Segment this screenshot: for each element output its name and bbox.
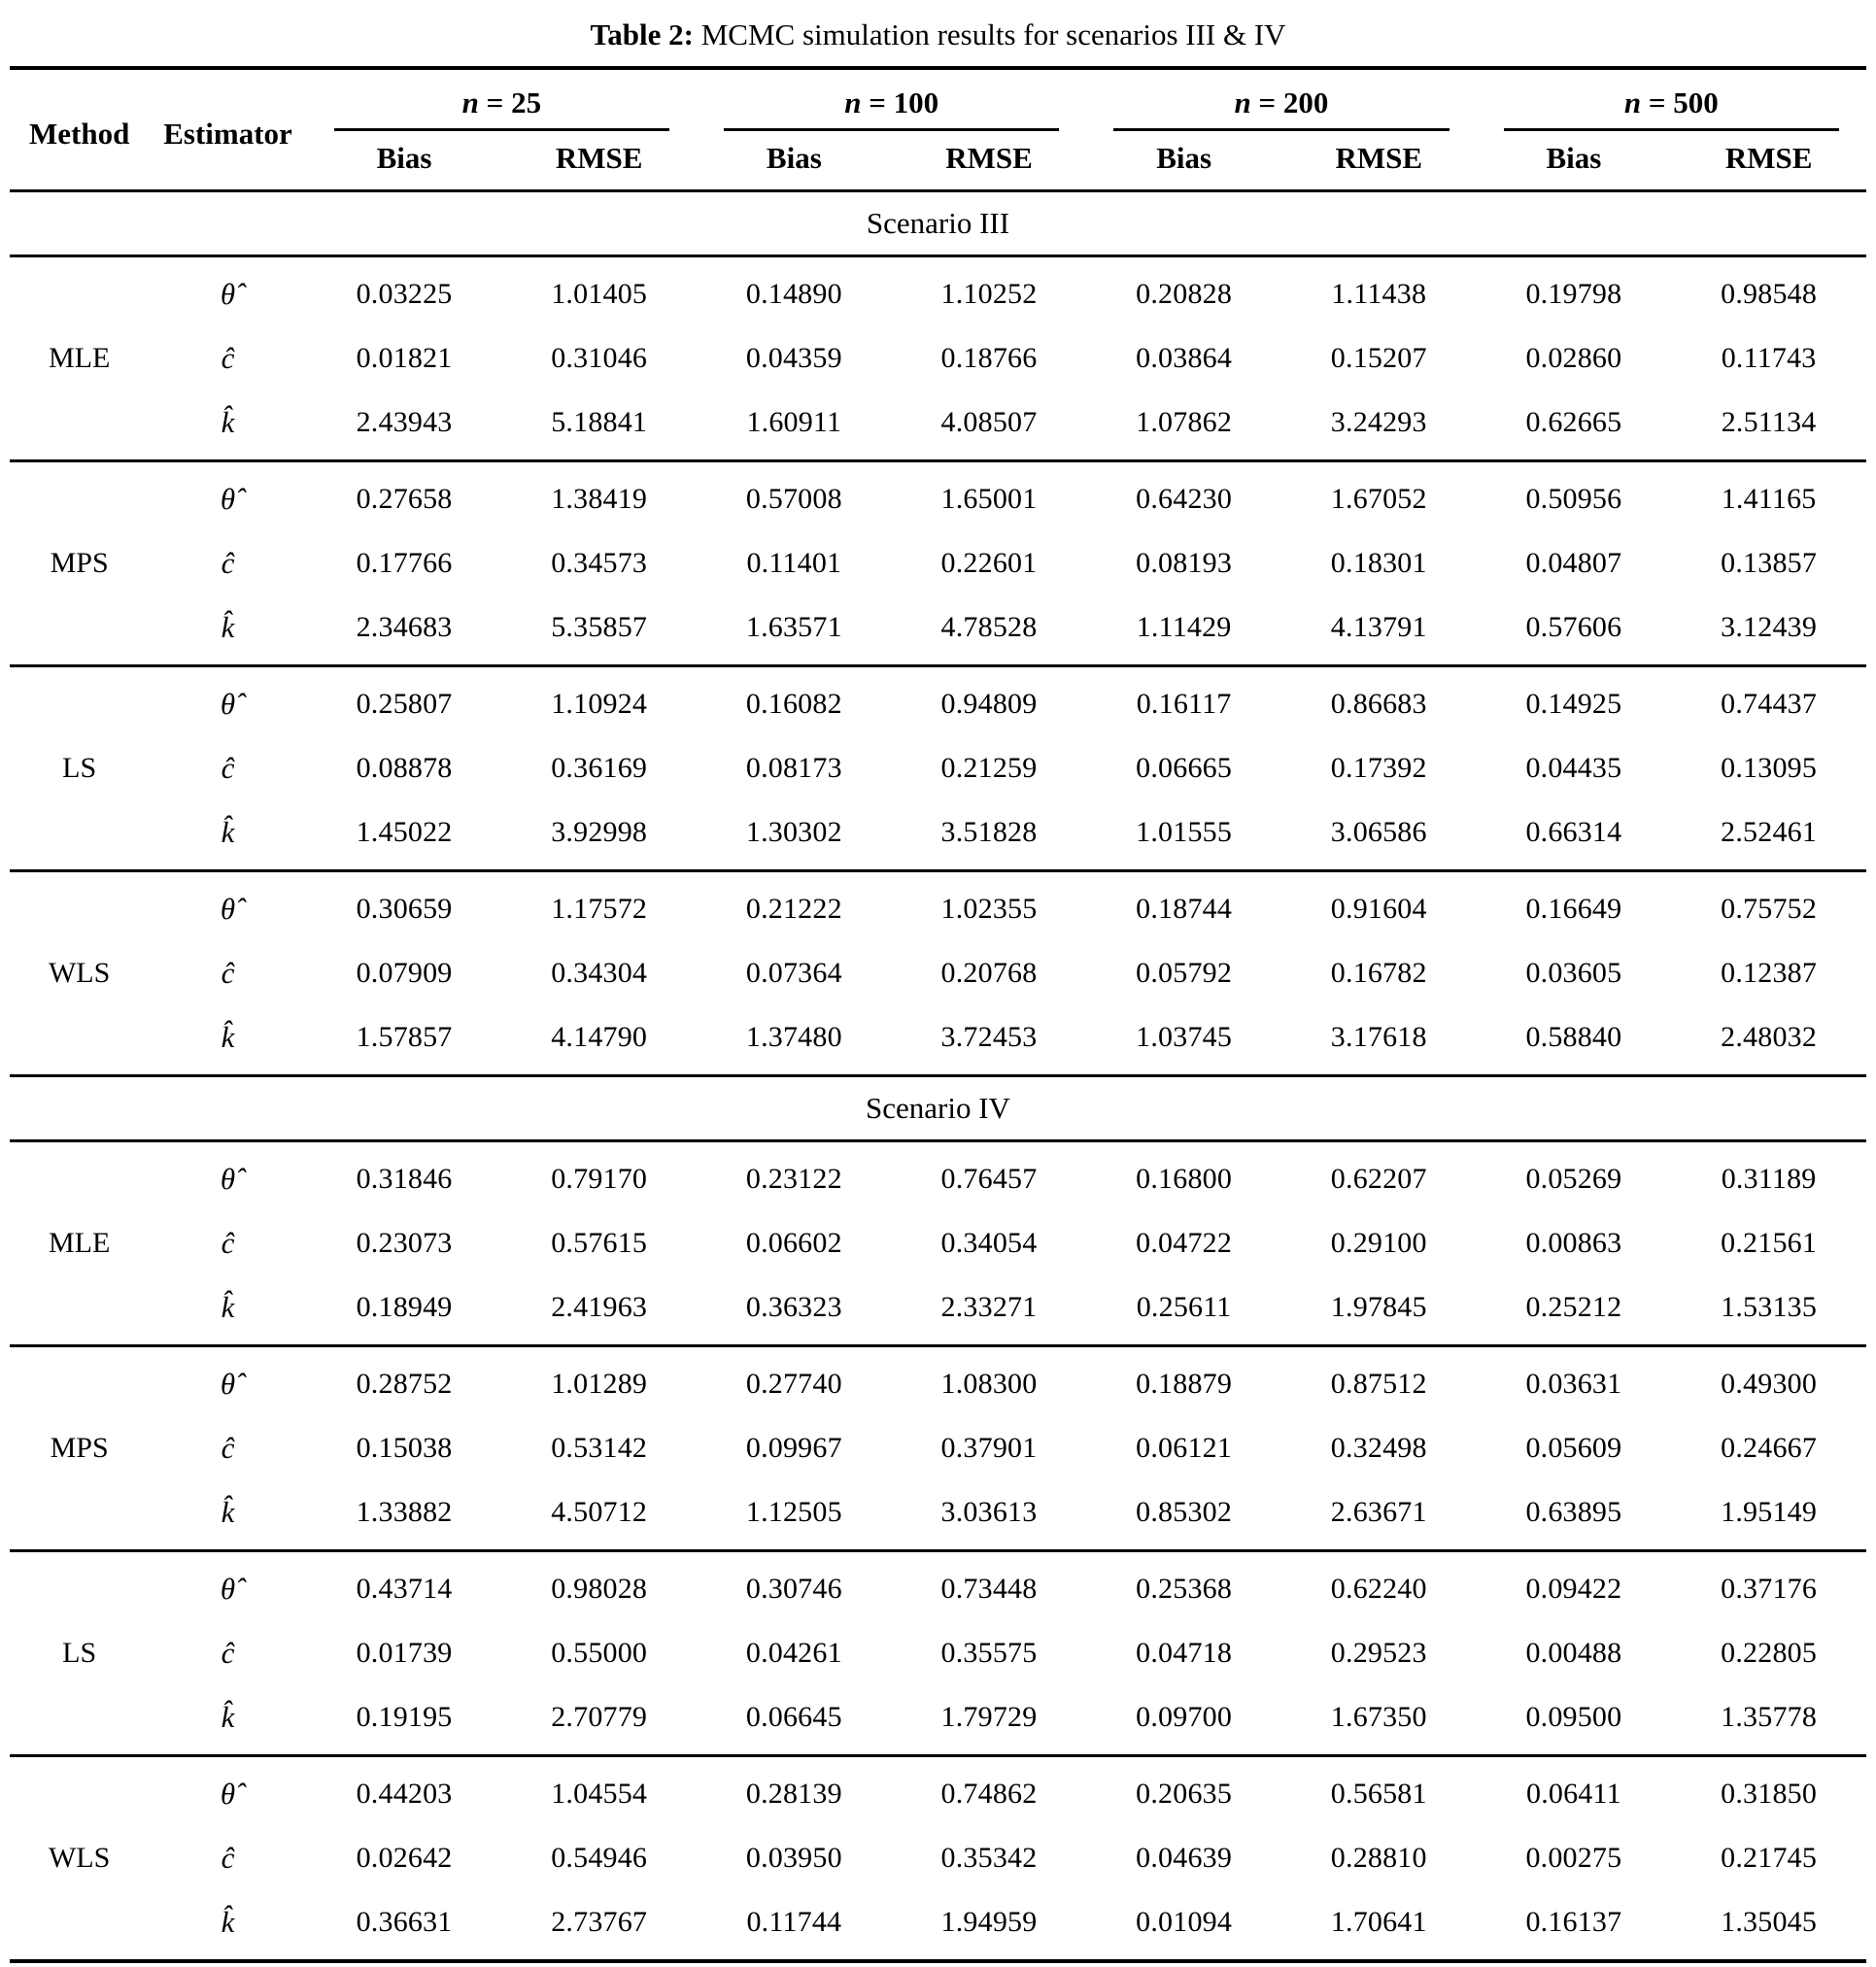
value-cell: 0.17766 bbox=[356, 547, 453, 579]
value-cell: 0.12387 bbox=[1721, 957, 1818, 989]
value-cell: 2.33271 bbox=[940, 1291, 1038, 1323]
group-n-value: = 500 bbox=[1648, 85, 1719, 119]
value-cell: 0.06665 bbox=[1136, 752, 1233, 784]
data-row bbox=[10, 871, 1866, 942]
method-label bbox=[10, 1005, 149, 1076]
value-cell: 3.03613 bbox=[940, 1496, 1038, 1528]
method-label bbox=[10, 871, 149, 942]
estimator-symbol: ĉ bbox=[221, 1636, 235, 1670]
group-n-var: n bbox=[1623, 85, 1642, 119]
value-cell: 3.17618 bbox=[1330, 1021, 1427, 1053]
data-row bbox=[10, 1890, 1866, 1961]
value-cell: 0.14890 bbox=[745, 278, 842, 310]
col-header-bias: Bias bbox=[376, 141, 432, 175]
value-cell: 0.57008 bbox=[697, 461, 892, 532]
method-label: MPS bbox=[50, 547, 109, 579]
value-cell: 1.07862 bbox=[1136, 406, 1233, 438]
value-cell: 4.08507 bbox=[940, 406, 1038, 438]
value-cell: 0.09422 bbox=[1477, 1551, 1672, 1622]
estimator-symbol: θ̂ bbox=[220, 1162, 236, 1196]
value-cell: 0.04359 bbox=[745, 342, 842, 374]
method-label bbox=[10, 256, 149, 327]
value-cell: 1.97845 bbox=[1330, 1291, 1427, 1323]
value-cell: 0.15207 bbox=[1330, 342, 1427, 374]
value-cell: 0.06121 bbox=[1136, 1432, 1233, 1464]
data-row bbox=[10, 1141, 1866, 1212]
value-cell: 0.00863 bbox=[1525, 1227, 1622, 1259]
estimator-symbol: θ̂ bbox=[149, 871, 306, 942]
value-cell: 0.75752 bbox=[1671, 871, 1866, 942]
value-cell: 0.19195 bbox=[356, 1701, 453, 1733]
value-cell: 0.22601 bbox=[940, 547, 1038, 579]
value-cell: 4.50712 bbox=[551, 1496, 648, 1528]
value-cell: 0.29523 bbox=[1330, 1637, 1427, 1669]
value-cell: 0.74862 bbox=[892, 1756, 1087, 1827]
col-header-rmse: RMSE bbox=[1335, 141, 1423, 175]
value-cell: 0.05792 bbox=[1136, 957, 1233, 989]
col-header-estimator: Estimator bbox=[163, 116, 292, 151]
value-cell: 0.25807 bbox=[307, 666, 502, 737]
value-cell: 1.41165 bbox=[1671, 461, 1866, 532]
data-row bbox=[10, 1275, 1866, 1346]
estimator-symbol: θ̂ bbox=[220, 277, 236, 311]
data-row bbox=[10, 326, 1866, 390]
value-cell: 0.08878 bbox=[356, 752, 453, 784]
method-label bbox=[10, 1141, 149, 1212]
group-n-var: n bbox=[1234, 85, 1251, 119]
data-row bbox=[10, 1005, 1866, 1076]
group-n-var: n bbox=[461, 85, 479, 119]
value-cell: 0.24667 bbox=[1721, 1432, 1818, 1464]
data-row bbox=[10, 595, 1866, 666]
value-cell: 0.21561 bbox=[1721, 1227, 1818, 1259]
col-header-rmse: RMSE bbox=[555, 141, 643, 175]
data-row bbox=[10, 666, 1866, 737]
value-cell: 1.57857 bbox=[356, 1021, 453, 1053]
col-header-bias: Bias bbox=[1546, 141, 1602, 175]
value-cell: 2.63671 bbox=[1330, 1496, 1427, 1528]
value-cell: 1.35778 bbox=[1721, 1701, 1818, 1733]
value-cell: 0.04722 bbox=[1136, 1227, 1233, 1259]
value-cell: 0.79170 bbox=[551, 1163, 648, 1195]
estimator-symbol: θ̂ bbox=[149, 1551, 306, 1622]
value-cell: 0.02642 bbox=[356, 1842, 453, 1874]
value-cell: 0.27658 bbox=[307, 461, 502, 532]
value-cell: 0.04261 bbox=[745, 1637, 842, 1669]
value-cell: 0.02860 bbox=[1525, 342, 1622, 374]
value-cell: 0.34573 bbox=[551, 547, 648, 579]
value-cell: 0.16137 bbox=[1525, 1906, 1622, 1938]
col-header-rmse: RMSE bbox=[945, 141, 1033, 175]
value-cell: 0.07909 bbox=[356, 957, 453, 989]
method-label bbox=[10, 1551, 149, 1622]
value-cell: 0.14925 bbox=[1477, 666, 1672, 737]
table-caption-text: MCMC simulation results for scenarios III & IV bbox=[693, 17, 1286, 51]
value-cell: 0.57615 bbox=[551, 1227, 648, 1259]
value-cell: 1.17572 bbox=[501, 871, 697, 942]
value-cell: 1.94959 bbox=[940, 1906, 1038, 1938]
value-cell: 0.22805 bbox=[1721, 1637, 1818, 1669]
data-row bbox=[10, 941, 1866, 1005]
value-cell: 0.03864 bbox=[1136, 342, 1233, 374]
estimator-symbol: k̂ bbox=[221, 1290, 235, 1324]
value-cell: 1.79729 bbox=[940, 1701, 1038, 1733]
group-label-n100 bbox=[724, 85, 1059, 131]
value-cell: 0.35342 bbox=[940, 1842, 1038, 1874]
value-cell: 0.13095 bbox=[1721, 752, 1818, 784]
value-cell: 0.55000 bbox=[551, 1637, 648, 1669]
value-cell: 1.11438 bbox=[1331, 278, 1427, 310]
value-cell: 1.04554 bbox=[501, 1756, 697, 1827]
value-cell: 0.13857 bbox=[1721, 547, 1818, 579]
value-cell: 4.14790 bbox=[551, 1021, 648, 1053]
data-row bbox=[10, 1551, 1866, 1622]
value-cell: 0.31850 bbox=[1671, 1756, 1866, 1827]
estimator-symbol: k̂ bbox=[221, 815, 235, 849]
value-cell: 0.30746 bbox=[697, 1551, 892, 1622]
col-header-rmse: RMSE bbox=[1724, 141, 1813, 175]
value-cell: 0.18744 bbox=[1086, 871, 1281, 942]
method-label: LS bbox=[62, 1637, 97, 1669]
value-cell: 0.03950 bbox=[745, 1842, 842, 1874]
value-cell: 0.21259 bbox=[940, 752, 1038, 784]
value-cell: 0.73448 bbox=[892, 1551, 1087, 1622]
value-cell: 0.11401 bbox=[746, 547, 842, 579]
method-label: LS bbox=[62, 752, 97, 784]
group-label-n25 bbox=[334, 85, 669, 131]
value-cell: 0.23122 bbox=[745, 1163, 842, 1195]
value-cell: 0.30659 bbox=[307, 871, 502, 942]
value-cell: 0.76457 bbox=[940, 1163, 1038, 1195]
value-cell: 0.57606 bbox=[1525, 611, 1622, 643]
value-cell: 0.49300 bbox=[1671, 1346, 1866, 1417]
method-label: WLS bbox=[48, 1842, 111, 1874]
group-n-value: = 25 bbox=[486, 85, 542, 119]
value-cell: 1.11429 bbox=[1136, 611, 1232, 643]
value-cell: 0.98028 bbox=[501, 1551, 697, 1622]
value-cell: 1.01555 bbox=[1136, 816, 1233, 848]
data-row bbox=[10, 1826, 1866, 1890]
value-cell: 0.03631 bbox=[1477, 1346, 1672, 1417]
value-cell: 1.01405 bbox=[551, 278, 648, 310]
value-cell: 0.98548 bbox=[1721, 278, 1818, 310]
value-cell: 3.92998 bbox=[551, 816, 648, 848]
method-label bbox=[10, 1480, 149, 1551]
estimator-symbol: ĉ bbox=[221, 341, 235, 375]
value-cell: 0.31189 bbox=[1721, 1163, 1817, 1195]
value-cell: 1.02355 bbox=[892, 871, 1087, 942]
value-cell: 0.16782 bbox=[1330, 957, 1427, 989]
method-label bbox=[10, 390, 149, 461]
value-cell: 0.44203 bbox=[307, 1756, 502, 1827]
estimator-symbol: ĉ bbox=[221, 1226, 235, 1260]
method-label bbox=[10, 1756, 149, 1827]
method-label: MPS bbox=[50, 1432, 109, 1464]
group-n-value: = 100 bbox=[869, 85, 939, 119]
value-cell: 5.18841 bbox=[551, 406, 648, 438]
value-cell: 0.23073 bbox=[356, 1227, 453, 1259]
value-cell: 0.62665 bbox=[1525, 406, 1622, 438]
header-row-groups bbox=[10, 68, 1866, 131]
value-cell: 0.21222 bbox=[697, 871, 892, 942]
value-cell: 1.10924 bbox=[501, 666, 697, 737]
section-label: Scenario IV bbox=[10, 1076, 1866, 1141]
method-label bbox=[10, 1275, 149, 1346]
value-cell: 0.06602 bbox=[745, 1227, 842, 1259]
value-cell: 0.06645 bbox=[745, 1701, 842, 1733]
col-group-n25 bbox=[307, 68, 697, 131]
value-cell: 0.11743 bbox=[1721, 342, 1817, 374]
value-cell: 0.86683 bbox=[1281, 666, 1477, 737]
value-cell: 0.54946 bbox=[551, 1842, 648, 1874]
value-cell: 0.18949 bbox=[356, 1291, 453, 1323]
value-cell: 0.35575 bbox=[940, 1637, 1038, 1669]
estimator-symbol: θ̂ bbox=[149, 1756, 306, 1827]
col-group-n200 bbox=[1086, 68, 1476, 131]
group-n-value: = 200 bbox=[1258, 85, 1329, 119]
value-cell: 1.70641 bbox=[1330, 1906, 1427, 1938]
value-cell: 0.34304 bbox=[551, 957, 648, 989]
value-cell: 0.37901 bbox=[940, 1432, 1038, 1464]
estimator-symbol: k̂ bbox=[221, 1700, 235, 1734]
value-cell: 1.03745 bbox=[1136, 1021, 1233, 1053]
value-cell: 2.52461 bbox=[1721, 816, 1818, 848]
value-cell: 0.18301 bbox=[1330, 547, 1427, 579]
estimator-symbol: k̂ bbox=[221, 1020, 235, 1054]
value-cell: 1.67350 bbox=[1330, 1701, 1427, 1733]
value-cell: 1.63571 bbox=[745, 611, 842, 643]
value-cell: 1.65001 bbox=[892, 461, 1087, 532]
value-cell: 1.67052 bbox=[1281, 461, 1477, 532]
method-label bbox=[10, 800, 149, 871]
value-cell: 0.20768 bbox=[940, 957, 1038, 989]
value-cell: 0.19798 bbox=[1525, 278, 1622, 310]
data-row bbox=[10, 390, 1866, 461]
value-cell: 0.50956 bbox=[1477, 461, 1672, 532]
value-cell: 0.32498 bbox=[1330, 1432, 1427, 1464]
estimator-symbol: ĉ bbox=[221, 1431, 235, 1465]
estimator-symbol: k̂ bbox=[221, 1495, 235, 1529]
value-cell: 3.72453 bbox=[940, 1021, 1038, 1053]
estimator-symbol: θ̂ bbox=[149, 461, 306, 532]
estimator-symbol: k̂ bbox=[221, 610, 235, 644]
value-cell: 0.17392 bbox=[1330, 752, 1427, 784]
value-cell: 0.07364 bbox=[745, 957, 842, 989]
value-cell: 2.51134 bbox=[1721, 406, 1817, 438]
value-cell: 3.12439 bbox=[1721, 611, 1818, 643]
value-cell: 0.87512 bbox=[1281, 1346, 1477, 1417]
value-cell: 0.21745 bbox=[1721, 1842, 1818, 1874]
value-cell: 1.37480 bbox=[745, 1021, 842, 1053]
value-cell: 0.25368 bbox=[1086, 1551, 1281, 1622]
results-table bbox=[10, 66, 1866, 1963]
value-cell: 0.16082 bbox=[697, 666, 892, 737]
value-cell: 0.03605 bbox=[1525, 957, 1622, 989]
value-cell: 0.09967 bbox=[745, 1432, 842, 1464]
data-row bbox=[10, 256, 1866, 327]
value-cell: 1.01289 bbox=[501, 1346, 697, 1417]
value-cell: 0.36631 bbox=[356, 1906, 453, 1938]
value-cell: 0.28752 bbox=[307, 1346, 502, 1417]
method-label bbox=[10, 461, 149, 532]
value-cell: 0.01739 bbox=[356, 1637, 453, 1669]
value-cell: 0.04435 bbox=[1525, 752, 1622, 784]
method-label bbox=[10, 1346, 149, 1417]
value-cell: 0.08193 bbox=[1136, 547, 1233, 579]
method-label bbox=[10, 1685, 149, 1756]
value-cell: 0.20635 bbox=[1086, 1756, 1281, 1827]
data-row bbox=[10, 736, 1866, 800]
estimator-symbol: θ̂ bbox=[149, 1346, 306, 1417]
value-cell: 0.66314 bbox=[1525, 816, 1622, 848]
value-cell: 0.16117 bbox=[1086, 666, 1281, 737]
value-cell: 0.09500 bbox=[1525, 1701, 1622, 1733]
value-cell: 1.53135 bbox=[1721, 1291, 1818, 1323]
value-cell: 1.30302 bbox=[745, 816, 842, 848]
value-cell: 1.35045 bbox=[1721, 1906, 1818, 1938]
value-cell: 0.09700 bbox=[1136, 1701, 1233, 1733]
estimator-symbol: ĉ bbox=[221, 546, 235, 580]
value-cell: 3.06586 bbox=[1330, 816, 1427, 848]
value-cell: 2.73767 bbox=[551, 1906, 648, 1938]
section-row bbox=[10, 191, 1866, 256]
col-header-bias: Bias bbox=[1156, 141, 1212, 175]
value-cell: 1.60911 bbox=[746, 406, 842, 438]
col-header-method: Method bbox=[28, 116, 130, 151]
value-cell: 0.74437 bbox=[1671, 666, 1866, 737]
value-cell: 0.64230 bbox=[1086, 461, 1281, 532]
method-label bbox=[10, 1890, 149, 1961]
value-cell: 0.53142 bbox=[551, 1432, 648, 1464]
table-caption bbox=[10, 6, 1866, 66]
value-cell: 0.00275 bbox=[1525, 1842, 1622, 1874]
value-cell: 1.38419 bbox=[501, 461, 697, 532]
value-cell: 1.12505 bbox=[745, 1496, 842, 1528]
value-cell: 0.01094 bbox=[1136, 1906, 1233, 1938]
value-cell: 0.36323 bbox=[745, 1291, 842, 1323]
value-cell: 0.31846 bbox=[356, 1163, 453, 1195]
group-label-n200 bbox=[1113, 85, 1449, 131]
value-cell: 1.08300 bbox=[892, 1346, 1087, 1417]
value-cell: 2.41963 bbox=[551, 1291, 648, 1323]
value-cell: 4.78528 bbox=[940, 611, 1038, 643]
method-label: MLE bbox=[48, 1227, 111, 1259]
value-cell: 2.48032 bbox=[1721, 1021, 1818, 1053]
col-group-n500 bbox=[1477, 68, 1866, 131]
estimator-symbol: k̂ bbox=[221, 405, 235, 439]
value-cell: 1.10252 bbox=[940, 278, 1038, 310]
value-cell: 4.13791 bbox=[1330, 611, 1427, 643]
value-cell: 0.27740 bbox=[697, 1346, 892, 1417]
estimator-symbol: ĉ bbox=[221, 956, 235, 990]
col-header-bias: Bias bbox=[766, 141, 822, 175]
value-cell: 0.08173 bbox=[745, 752, 842, 784]
value-cell: 0.01821 bbox=[356, 342, 453, 374]
value-cell: 0.43714 bbox=[307, 1551, 502, 1622]
value-cell: 0.58840 bbox=[1525, 1021, 1622, 1053]
value-cell: 0.20828 bbox=[1136, 278, 1233, 310]
value-cell: 0.16649 bbox=[1477, 871, 1672, 942]
estimator-symbol: k̂ bbox=[221, 1905, 235, 1939]
estimator-symbol: θ̂ bbox=[149, 666, 306, 737]
value-cell: 2.43943 bbox=[356, 406, 453, 438]
data-row bbox=[10, 1621, 1866, 1685]
data-row bbox=[10, 1756, 1866, 1827]
value-cell: 2.70779 bbox=[551, 1701, 648, 1733]
table-caption-label: Table 2: bbox=[590, 17, 694, 51]
value-cell: 0.00488 bbox=[1525, 1637, 1622, 1669]
method-label: WLS bbox=[48, 957, 111, 989]
value-cell: 0.34054 bbox=[940, 1227, 1038, 1259]
value-cell: 0.28810 bbox=[1330, 1842, 1427, 1874]
method-label: MLE bbox=[48, 342, 111, 374]
data-row bbox=[10, 800, 1866, 871]
value-cell: 0.04807 bbox=[1525, 547, 1622, 579]
method-label bbox=[10, 666, 149, 737]
value-cell: 3.51828 bbox=[940, 816, 1038, 848]
value-cell: 1.45022 bbox=[356, 816, 453, 848]
group-n-var: n bbox=[844, 85, 862, 119]
value-cell: 0.15038 bbox=[356, 1432, 453, 1464]
value-cell: 0.11744 bbox=[746, 1906, 842, 1938]
group-label-n500 bbox=[1504, 85, 1839, 131]
data-row bbox=[10, 461, 1866, 532]
col-group-n100 bbox=[697, 68, 1086, 131]
value-cell: 2.34683 bbox=[356, 611, 453, 643]
value-cell: 0.94809 bbox=[892, 666, 1087, 737]
value-cell: 0.62240 bbox=[1281, 1551, 1477, 1622]
value-cell: 0.31046 bbox=[551, 342, 648, 374]
value-cell: 3.24293 bbox=[1330, 406, 1427, 438]
estimator-symbol: ĉ bbox=[221, 1841, 235, 1875]
value-cell: 0.62207 bbox=[1330, 1163, 1427, 1195]
value-cell: 0.37176 bbox=[1671, 1551, 1866, 1622]
value-cell: 5.35857 bbox=[551, 611, 648, 643]
value-cell: 0.25611 bbox=[1136, 1291, 1232, 1323]
section-row bbox=[10, 1076, 1866, 1141]
method-label bbox=[10, 595, 149, 666]
value-cell: 0.25212 bbox=[1525, 1291, 1622, 1323]
value-cell: 1.95149 bbox=[1721, 1496, 1818, 1528]
value-cell: 0.28139 bbox=[697, 1756, 892, 1827]
value-cell: 0.85302 bbox=[1136, 1496, 1233, 1528]
data-row bbox=[10, 1685, 1866, 1756]
data-row bbox=[10, 1416, 1866, 1480]
estimator-symbol: ĉ bbox=[221, 751, 235, 785]
value-cell: 0.03225 bbox=[356, 278, 453, 310]
value-cell: 0.29100 bbox=[1330, 1227, 1427, 1259]
data-row bbox=[10, 1211, 1866, 1275]
data-row bbox=[10, 1346, 1866, 1417]
value-cell: 0.63895 bbox=[1525, 1496, 1622, 1528]
value-cell: 0.36169 bbox=[551, 752, 648, 784]
value-cell: 0.16800 bbox=[1136, 1163, 1233, 1195]
value-cell: 1.33882 bbox=[356, 1496, 453, 1528]
data-row bbox=[10, 1480, 1866, 1551]
data-row bbox=[10, 531, 1866, 595]
value-cell: 0.18879 bbox=[1086, 1346, 1281, 1417]
value-cell: 0.04718 bbox=[1136, 1637, 1233, 1669]
value-cell: 0.56581 bbox=[1281, 1756, 1477, 1827]
value-cell: 0.18766 bbox=[940, 342, 1038, 374]
value-cell: 0.06411 bbox=[1477, 1756, 1672, 1827]
section-label: Scenario III bbox=[10, 191, 1866, 256]
value-cell: 0.04639 bbox=[1136, 1842, 1233, 1874]
value-cell: 0.91604 bbox=[1281, 871, 1477, 942]
value-cell: 0.05609 bbox=[1525, 1432, 1622, 1464]
value-cell: 0.05269 bbox=[1525, 1163, 1622, 1195]
